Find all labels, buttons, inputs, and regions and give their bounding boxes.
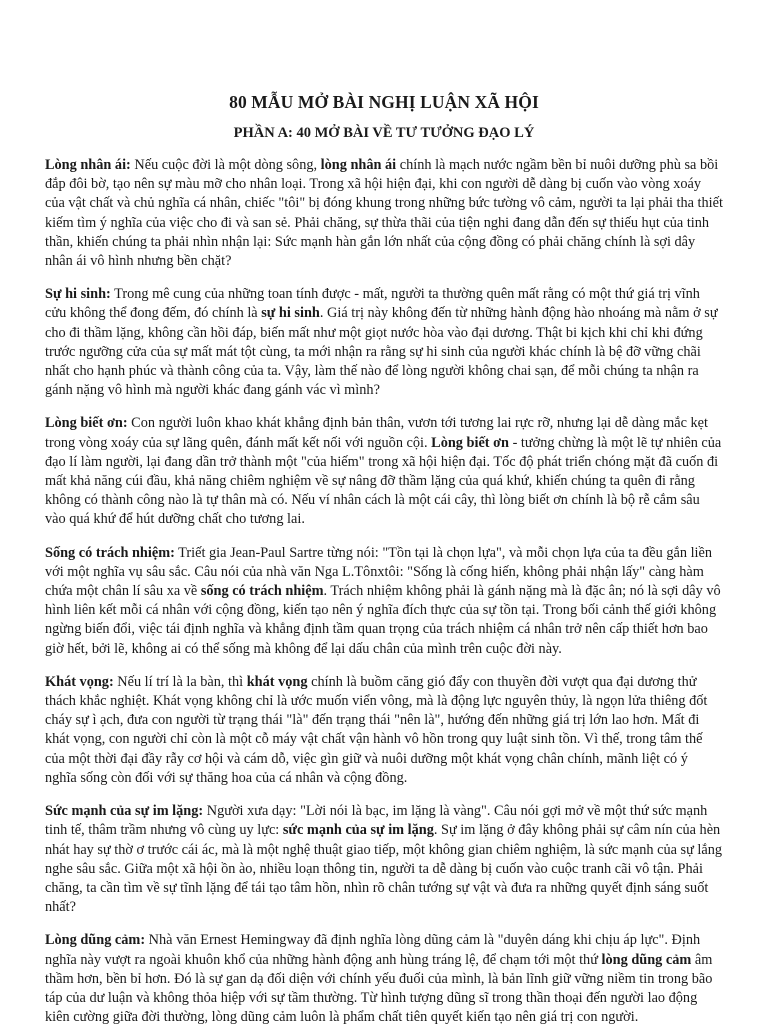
paragraph — [45, 544, 723, 659]
paragraph — [45, 156, 723, 271]
paragraph-text: Trong mê cung của những toan tính được - mất, người ta thường quên mất rằng có một thứ giá trị vĩnh cửu không thể đong đếm, đó chính là — [45, 286, 700, 322]
paragraph — [45, 285, 723, 400]
bold-keyword: Lòng biết ơn — [431, 434, 510, 451]
bold-keyword: sống có trách nhiệm — [200, 583, 324, 600]
paragraph-label: Lòng biết ơn: — [45, 415, 128, 432]
paragraph-label: Lòng nhân ái: — [45, 157, 131, 173]
paragraph-text: . Trách nhiệm không phải là gánh nặng mà là đặc ân; nó là sợi dây vô hình liên kết mỗi cá nhân với cộng đồng, kiến tạo nên ý nghĩa đích thực của sự tồn tại. Trong bối cảnh thế giới không ngừng biến đổi, việc tái định nghĩa và khẳng định tầm quan trọng của trách nhiệm cá nhân trở nên cấp thiết hơn bao giờ hết, bởi lẽ, không ai có thể sống mà không để lại dấu chân của mình trên cuộc đời này. — [45, 583, 721, 657]
paragraph-text: Nhà văn Ernest Hemingway đã định nghĩa lòng dũng cảm là "duyên dáng khi chịu áp lực". Định nghĩa này vượt ra ngoài khuôn khổ của những hành động anh hùng tráng lệ, để chạm tới một thứ — [45, 932, 701, 968]
paragraph-label: Lòng dũng cảm: — [45, 932, 146, 949]
paragraph-text: . Sự im lặng ở đây không phải sự câm nín của hèn nhát hay sự thờ ơ trước cái ác, mà là một nghệ thuật giao tiếp, một không gian chiêm nghiệm, là sức mạnh của sự lắng nghe sâu sắc. Giữa một xã hội ồn ào, nhiều loạn thông tin, người ta dễ dàng bị cuốn vào cuộc tranh cãi vô tận. Phải chăng, ta cần tìm về sự tĩnh lặng để tái tạo tâm hồn, nhìn rõ chân tướng sự vật và đưa ra những quyết định sáng suốt nhất? — [45, 822, 723, 916]
paragraph-text: chính là buồm căng gió đẩy con thuyền đời vượt qua đại dương thử thách khắc nghiệt. Khát vọng không chỉ là ước muốn viển vông, mà là động lực nguyên thủy, là ngọn lửa thiêng đốt cháy sự ì ạch, đưa con người từ trạng thái "là" đến trạng thái "nên là", hướng đến những giá trị lớn lao hơn. Mất đi khát vọng, con người chỉ còn là một cỗ máy vật chất vận hành vô hồn trong quy luật sinh tồn. Vì thế, trong tâm thế của một thời đại đầy rẫy cơ hội và cám dỗ, việc gìn giữ và nuôi dưỡng một khát vọng chân chính, mãnh liệt có ý nghĩa sống còn đối với sự thăng hoa của cá nhân và cộng đồng. — [45, 673, 708, 786]
paragraph — [45, 931, 723, 1027]
bold-keyword: sự hi sinh — [261, 305, 320, 322]
paragraph-label: Sống có trách nhiệm: — [45, 544, 175, 561]
paragraph-text: . Giá trị này không đến từ những hành động hào nhoáng mà nằm ở sự cho đi thầm lặng, không cần hồi đáp, biến mất như một giọt nước hòa vào đại dương. Thật bi kịch khi chỉ khi đứng trước ngưỡng cửa của sự mất mát tột cùng, ta mới nhận ra rằng sự hi sinh của người khác chính là bệ đỡ vững chãi nhất cho hạnh phúc và thành công của ta. Vậy, làm thế nào để lòng người không chai sạn, để mỗi chúng ta nhận ra gánh nặng vô hình mà người khác đang gánh vác vì mình? — [45, 305, 718, 399]
paragraph-text: Nếu lí trí là la bàn, thì — [113, 673, 247, 690]
paragraph-text: Nếu cuộc đời là một dòng sông, — [130, 157, 321, 173]
bold-keyword: sức mạnh của sự im lặng — [282, 822, 434, 839]
paragraph-text: Con người luôn khao khát khẳng định bản thân, vươn tới tương lai rực rỡ, nhưng lại dễ dàng mắc kẹt trong vòng xoáy của sự lãng quên, đánh mất kết nối với nguồn cội. — [45, 415, 708, 451]
paragraph — [45, 414, 723, 529]
paragraph — [45, 802, 723, 917]
paragraph-list — [45, 156, 723, 1027]
paragraph-text: chính là mạch nước ngầm bền bỉ nuôi dưỡng phù sa bồi đắp đôi bờ, tạo nên sự màu mỡ cho nhân loại. Trong xã hội hiện đại, khi con người dễ dàng bị cuốn vào vòng xoáy của vật chất và chủ nghĩa cá nhân, chiếc "tôi" bị đóng khung trong những bức tường vô cảm, người ta lại phải tha thiết kiếm tìm ý nghĩa của việc cho đi và san sẻ. Phải chăng, sự thừa thãi của tiện nghi đang dẫn đến sự thiếu hụt của tinh thần, khiến chúng ta phải nhìn nhận lại: Sức mạnh hàn gắn lớn nhất của cộng đồng có phải chăng chính là sợi dây nhân ái vô hình nhưng bền chặt? — [45, 157, 723, 270]
section-heading: PHẦN A: 40 MỞ BÀI VỀ TƯ TƯỞNG ĐẠO LÝ — [233, 125, 535, 141]
paragraph-label: Sức mạnh của sự im lặng: — [45, 803, 204, 820]
paragraph-label: Khát vọng: — [45, 673, 114, 690]
paragraph-text: Triết gia Jean-Paul Sartre từng nói: "Tồn tại là chọn lựa", và mỗi chọn lựa của ta đều gắn liền với một nghĩa vụ sâu sắc. Câu nói của nhà văn Nga L.Tônxtôi: "Sống là cống hiến, không phải nhận lấy" càng hàm chứa một chân lí sâu xa về — [45, 544, 713, 600]
bold-keyword: khát vọng — [246, 673, 308, 690]
paragraph — [45, 673, 723, 788]
document-title: 80 MẪU MỞ BÀI NGHỊ LUẬN XÃ HỘI — [229, 92, 539, 112]
paragraph-text: Người xưa dạy: "Lời nói là bạc, im lặng là vàng". Câu nói gợi mở về một thứ sức mạnh tinh tế, thâm trầm nhưng vô cùng uy lực: — [45, 803, 708, 839]
bold-keyword: lòng nhân ái — [320, 157, 397, 173]
paragraph-text: âm thầm hơn, bền bỉ hơn. Đó là sự gan dạ đối diện với chính yếu đuối của mình, là bản lĩnh giữ vững niềm tin trong bão táp của dư luận và không thỏa hiệp với sự tầm thường. Từ hình tượng dũng sĩ trong thần thoại đến người lao động kiên cường giữa đời thường, lòng dũng cảm luôn là phẩm chất tiên quyết kiến tạo nên giá trị con người. — [45, 951, 713, 1026]
paragraph-label: Sự hi sinh: — [45, 286, 111, 303]
bold-keyword: lòng dũng cảm — [601, 951, 692, 968]
paragraph-text: - tưởng chừng là một lẽ tự nhiên của đạo lí làm người, lại đang dần trở thành một "của hiếm" trong xã hội hiện đại. Tốc độ phát triển chóng mặt đã cuốn đi mất khả năng cúi đầu, khả năng chiêm nghiệm về sự nâng đỡ thầm lặng của quá khứ, khiến chúng ta quên đi rằng không có thành công nào là tự thân mà có. Nếu ví nhân cách là một cái cây, thì lòng biết ơn chính là bộ rễ cắm sâu vào quá khứ để hút dưỡng chất cho tương lai. — [45, 434, 722, 528]
